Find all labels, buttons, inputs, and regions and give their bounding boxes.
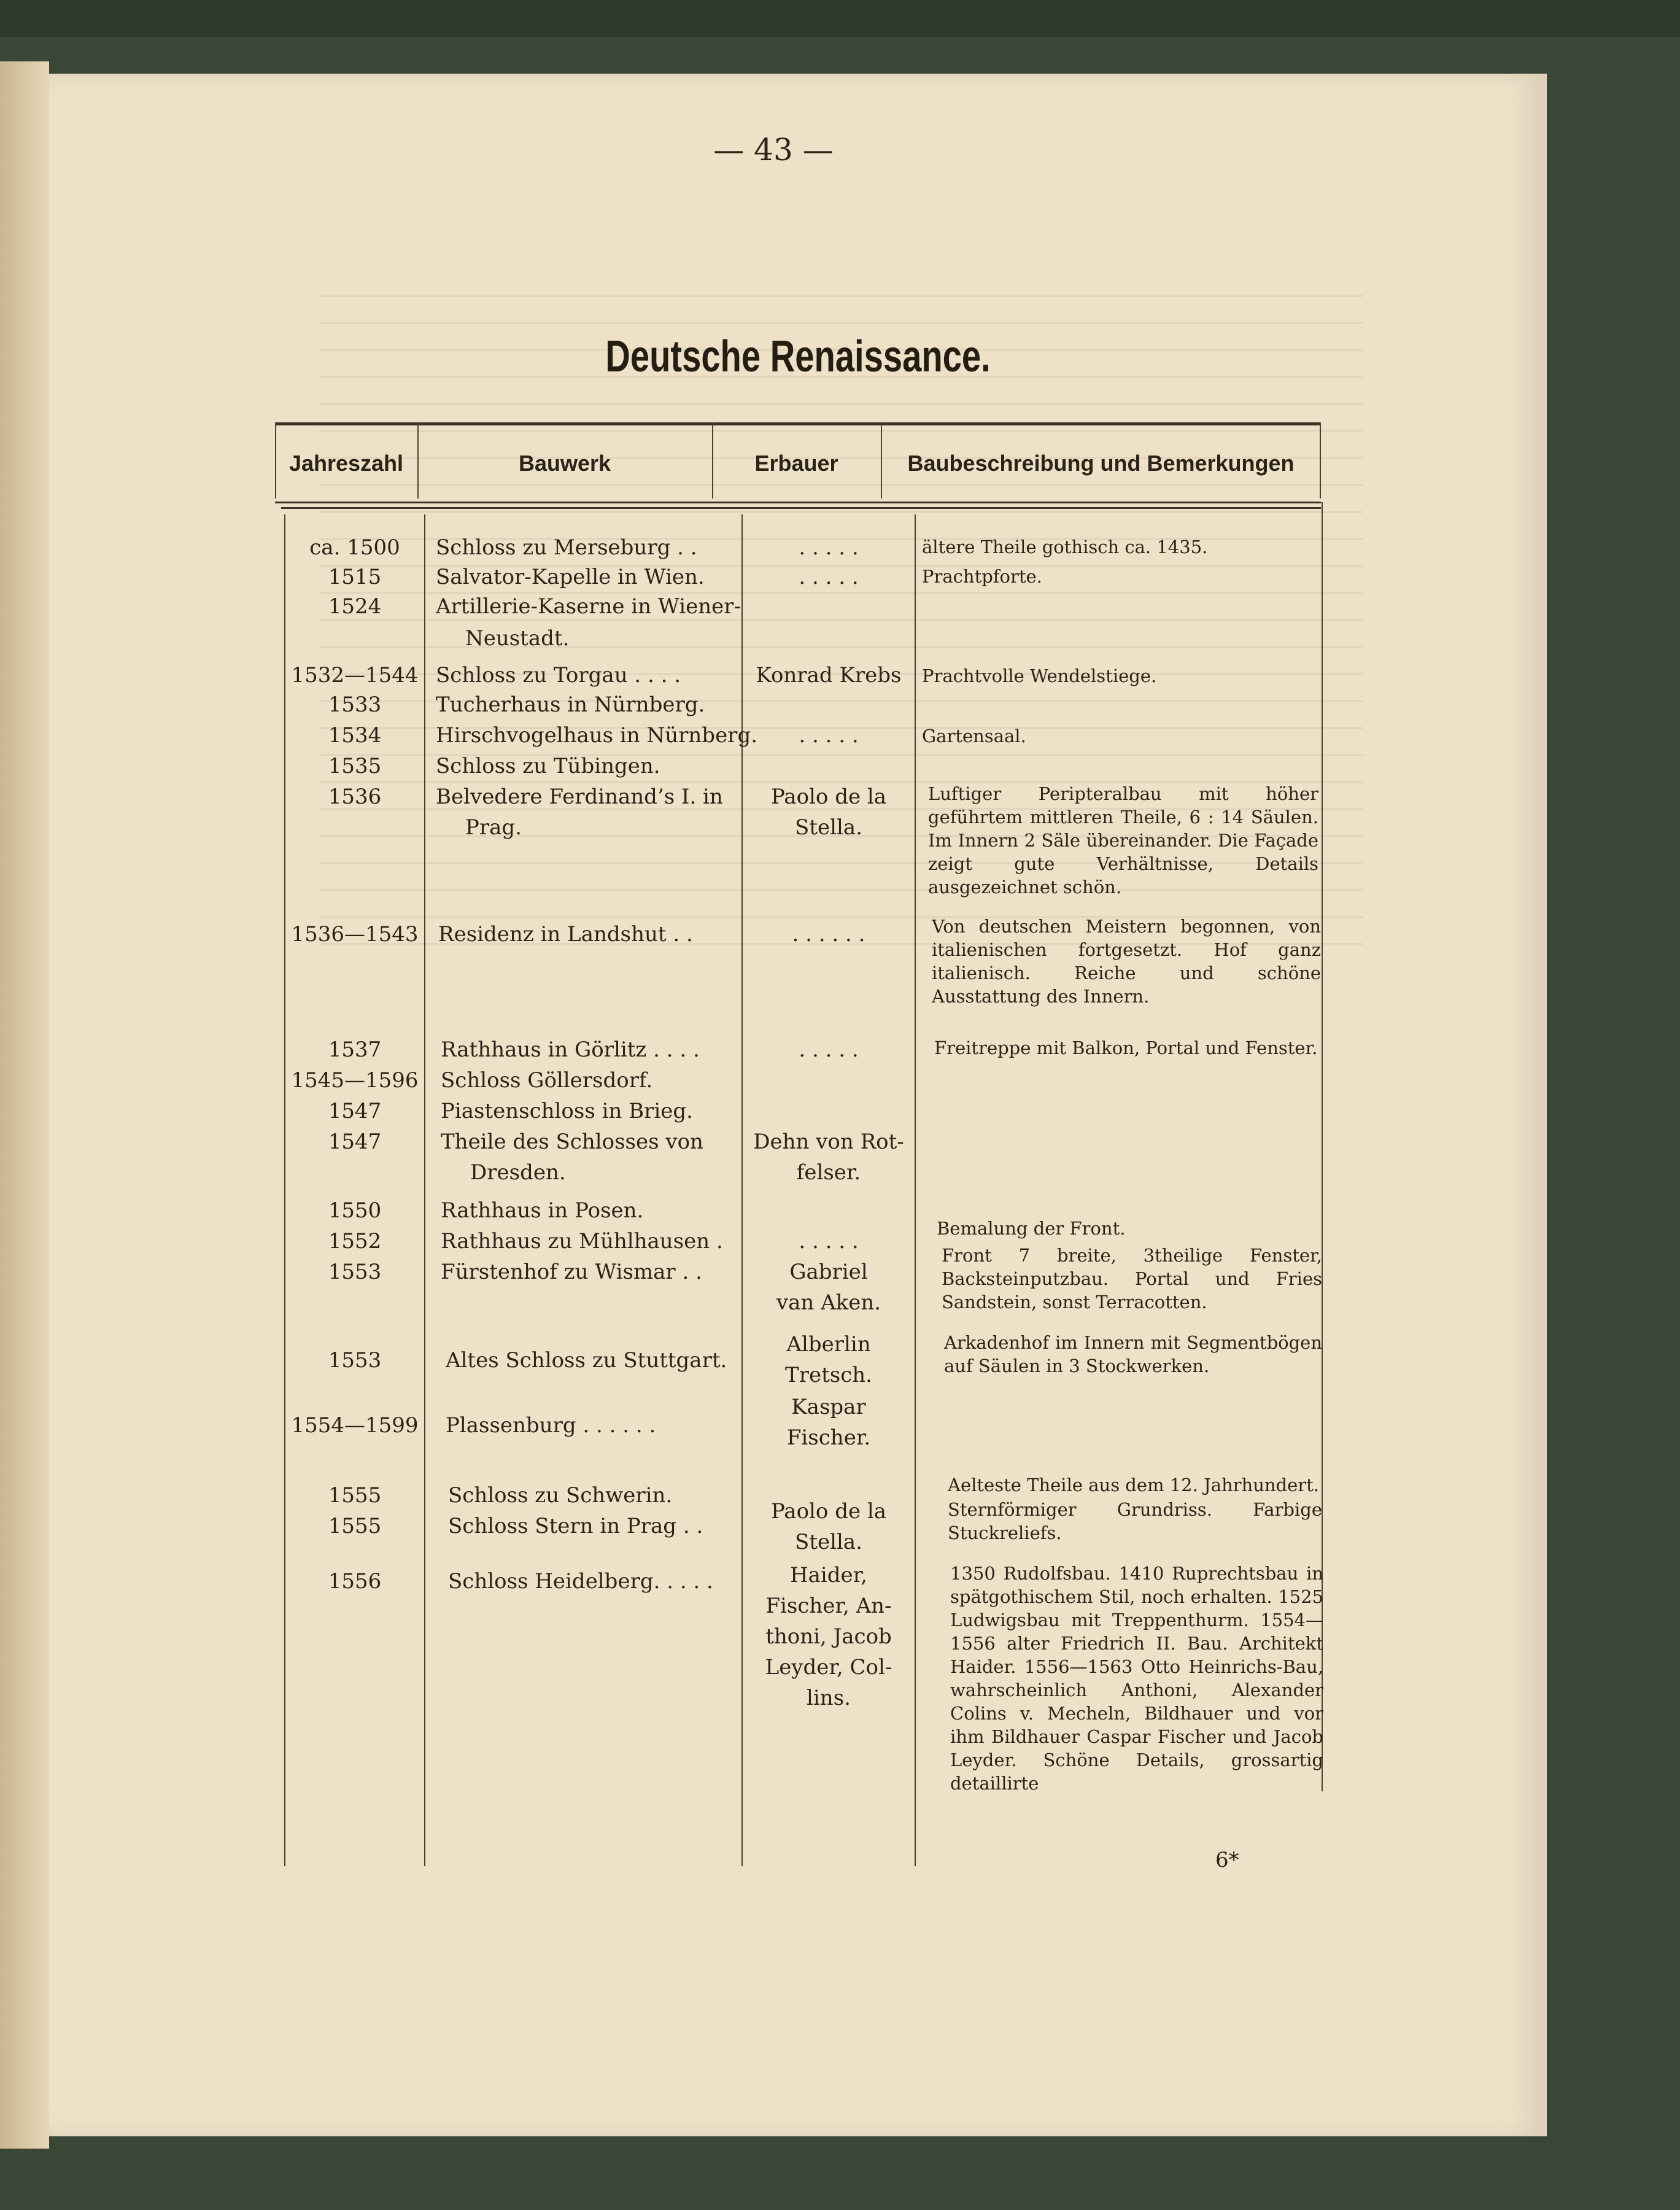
builder-cell: Gabriel [789,1260,868,1284]
building-cell: Rathhaus zu Mühlhausen . [441,1229,723,1254]
builder-cell: thoni, Jacob [765,1624,892,1649]
remarks-cell: Front 7 breite, 3theilige Fenster, Backsteinputzbau. Portal und Fries Sandstein, sonst Terracotten. [942,1245,1322,1312]
year-cell: 1547 [328,1099,382,1123]
building-cell: Schloss zu Tübingen. [436,754,660,778]
header-bauwerk: Bauwerk [518,451,611,476]
building-cell: Schloss zu Schwerin. [448,1483,673,1508]
remarks-cell: Aelteste Theile aus dem 12. Jahrhundert. [948,1475,1320,1495]
col-rule [275,422,276,498]
building-cell: Altes Schloss zu Stuttgart. [446,1348,727,1373]
building-cell: Schloss Stern in Prag . . [448,1514,703,1538]
building-cell: Artillerie-Kaserne in Wiener- [436,594,741,619]
col-rule [915,514,916,1866]
remarks-cell: Prachtpforte. [922,566,1042,587]
header-jahreszahl: Jahreszahl [288,451,404,476]
building-cell: Rathhaus in Posen. [441,1198,644,1223]
builder-cell: Fischer. [786,1425,871,1450]
remarks-cell: Sternförmiger Grundriss. Farbige Stuckreliefs. [948,1499,1322,1543]
year-cell: 1552 [328,1229,382,1254]
col-rule [881,422,882,498]
building-cell: Residenz in Landshut . . [438,922,693,947]
year-cell: 1553 [328,1348,382,1373]
col-rule [712,422,713,498]
year-cell: 1536—1543 [291,922,419,947]
building-cell: Theile des Schlosses von [441,1130,703,1154]
year-cell: 1532—1544 [291,663,419,688]
builder-cell: . . . . . . [792,922,865,947]
year-cell: 1550 [328,1198,382,1223]
builder-cell: Leyder, Col- [765,1655,892,1680]
year-cell: 1536 [328,785,382,809]
builder-cell: van Aken. [776,1290,881,1315]
year-cell: 1515 [328,565,382,589]
remarks-cell: ältere Theile gothisch ca. 1435. [922,537,1208,557]
building-cell: Schloss zu Torgau . . . . [436,663,681,688]
page-number: — 43 — [713,132,834,168]
remarks-cell: Bemalung der Front. [937,1218,1126,1239]
builder-cell: . . . . . [799,1229,859,1254]
year-cell: 1556 [328,1569,382,1594]
building-cell: Neustadt. [465,626,570,651]
year-cell: 1524 [328,594,382,619]
left-page-edge [0,61,49,2149]
builder-cell: . . . . . [799,1037,859,1062]
builder-cell: Haider, [789,1563,867,1588]
year-cell: 1547 [328,1130,382,1154]
builder-cell: Stella. [795,815,862,840]
col-rule [1320,422,1321,498]
building-cell: Fürstenhof zu Wismar . . [441,1260,702,1284]
builder-cell: Paolo de la [770,1499,887,1524]
year-cell: 1534 [328,723,382,748]
renaissance-table [275,422,1321,1866]
year-cell: 1555 [328,1514,382,1538]
building-cell: Belvedere Ferdinand’s I. in [436,785,723,809]
builder-cell: Alberlin [786,1332,871,1357]
remarks-cell: Prachtvolle Wendelstiege. [922,665,1157,686]
builder-cell: Tretsch. [785,1363,872,1387]
builder-cell: Fischer, An- [765,1594,892,1618]
building-cell: Prag. [465,815,522,840]
year-cell: 1537 [328,1037,382,1062]
signature-mark: 6* [1215,1848,1239,1872]
building-cell: Tucherhaus in Nürnberg. [436,692,705,717]
year-cell: 1554—1599 [291,1413,419,1438]
remarks-cell: Arkadenhof im Innern mit Segmentbögen auf Säulen in 3 Stockwerken. [944,1332,1322,1376]
building-cell: Salvator-Kapelle in Wien. [436,565,705,589]
year-cell: 1535 [328,754,382,778]
header-bemerkungen: Baubeschreibung und Bemerkungen [907,451,1295,476]
builder-cell: Kaspar [791,1395,866,1419]
header-rule [281,507,1321,509]
builder-cell: . . . . . [799,723,859,748]
remarks-cell: Luftiger Peripteralbau mit höher geführtem mittleren Theile, 6 : 14 Säulen. Im Innern 2 Säle übereinander. Die Façade zeigt gute Verhältnisse, Details ausgezeichnet schön. [928,783,1318,898]
building-cell: Hirschvogelhaus in Nürnberg. [436,723,758,748]
builder-cell: felser. [796,1160,861,1185]
building-cell: Piastenschloss in Brieg. [441,1099,693,1123]
builder-cell: lins. [807,1686,851,1710]
table-header [275,422,1321,503]
building-cell: Plassenburg . . . . . . [446,1413,656,1438]
year-cell: 1555 [328,1483,382,1508]
year-cell: 1533 [328,692,382,717]
year-cell: 1553 [328,1260,382,1284]
remarks-cell: Gartensaal. [922,726,1026,746]
builder-cell: Stella. [795,1530,862,1554]
remarks-cell: Freitreppe mit Balkon, Portal und Fenster. [934,1037,1318,1058]
builder-cell: . . . . . [799,535,859,560]
builder-cell: Konrad Krebs [756,663,902,688]
builder-cell: . . . . . [799,565,859,589]
building-cell: Rathhaus in Görlitz . . . . [441,1037,700,1062]
builder-cell: Dehn von Rot- [753,1130,904,1154]
year-cell: ca. 1500 [309,535,400,560]
building-cell: Schloss Heidelberg. . . . . [448,1569,713,1594]
building-cell: Schloss Göllersdorf. [441,1068,653,1093]
col-rule [417,422,419,498]
page-title: Deutsche Renaissance. [605,332,991,381]
remarks-cell: Von deutschen Meistern begonnen, von italienischen fortgesetzt. Hof ganz italienisch. Reiche und schöne Ausstattung des Innern. [932,916,1321,1007]
building-cell: Dresden. [470,1160,566,1185]
year-cell: 1545—1596 [291,1068,419,1093]
building-cell: Schloss zu Merseburg . . [436,535,697,560]
remarks-cell: 1350 Rudolfsbau. 1410 Ruprechtsbau in spätgothischem Stil, noch erhalten. 1525 Ludwigsbau mit Treppenthurm. 1554—1556 alter Friedrich II. Bau. Architekt Haider. 1556—1563 Otto Heinrichs-Bau, wahrscheinlich Anthoni, Alexander Colins v. Mecheln, Bildhauer und vor ihm Bildhauer Caspar Fischer und Jacob Leyder. Schöne Details, grossartig detaillirte [950,1563,1323,1794]
header-erbauer: Erbauer [754,451,838,476]
builder-cell: Paolo de la [770,785,887,809]
